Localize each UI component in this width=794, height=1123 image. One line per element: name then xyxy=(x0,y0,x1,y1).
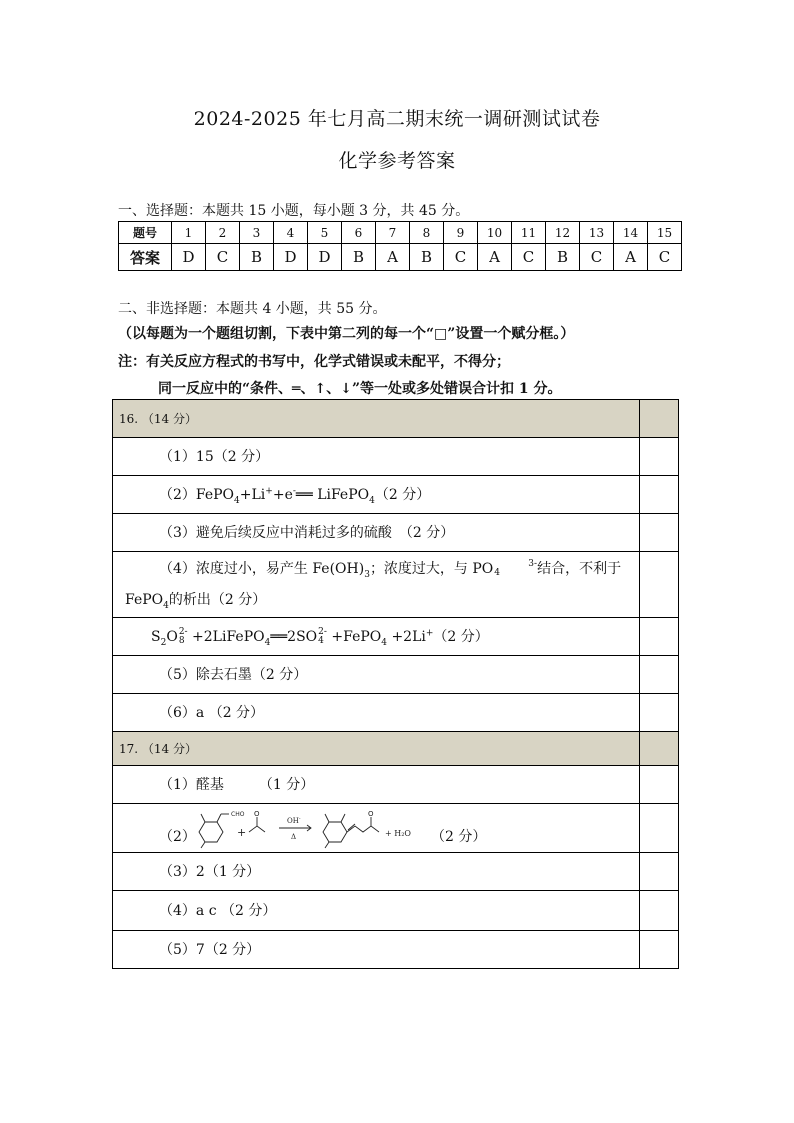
carbonyl-oxygen-label: O xyxy=(254,810,260,818)
question-number: 4 xyxy=(274,222,308,244)
equation-note: 注：有关反应方程式的书写中，化学式错误或未配平，不得分； xyxy=(118,354,510,370)
q17-header-row xyxy=(113,732,679,766)
q17-part3-answer: （3）2（1 分） xyxy=(159,863,261,880)
q17-part5-answer: （5）7（2 分） xyxy=(159,941,261,958)
q16-part4-answer: （4）浓度过小，易产生 $Fe(OH)_3$；浓度过大，与 PO 3- 4 结合，不利于 FePO$_4$的析出（2 分） xyxy=(125,558,622,611)
score-box[interactable] xyxy=(640,694,679,732)
answer-value: B xyxy=(546,244,580,271)
free-response-table xyxy=(112,399,679,969)
score-box[interactable] xyxy=(640,476,679,514)
question-number: 6 xyxy=(342,222,376,244)
score-box[interactable] xyxy=(640,891,679,931)
answer-value: D xyxy=(308,244,342,271)
q17-part1-row xyxy=(113,766,679,804)
reaction-scheme-diagram xyxy=(187,806,427,850)
q17-part2-row xyxy=(113,804,679,853)
question-number: 14 xyxy=(614,222,648,244)
answer-value: C xyxy=(580,244,614,271)
question-number: 8 xyxy=(410,222,444,244)
score-box[interactable] xyxy=(640,438,679,476)
q16-part4-equation: $S_2O2-$ 8 +2LiFePO$_4$══2SO2- 4 +FePO$_4$ +2Li+（2 分） xyxy=(151,626,489,648)
question-number: 10 xyxy=(478,222,512,244)
section-1-heading: 一、选择题：本题共 15 小题，每小题 3 分，共 45 分。 xyxy=(118,203,470,219)
product-oxygen-label: O xyxy=(368,810,374,818)
score-box[interactable] xyxy=(640,656,679,694)
answer-label: 答案 xyxy=(119,244,172,271)
document-title: 2024-2025 年七月高二期末统一调研测试试卷 xyxy=(193,108,601,130)
question-number: 7 xyxy=(376,222,410,244)
score-box[interactable] xyxy=(640,931,679,969)
answer-value: C xyxy=(648,244,682,271)
q16-part6-answer: （6）a （2 分） xyxy=(159,704,265,721)
score-box[interactable] xyxy=(640,804,679,853)
heat-symbol: Δ xyxy=(291,833,297,841)
q16-header: 16. （14 分） xyxy=(119,412,197,426)
grading-note: （以每题为一个题组切割，下表中第二列的每一个“□”设置一个赋分框。） xyxy=(118,326,575,342)
answer-value: D xyxy=(274,244,308,271)
q17-part2-score: （2 分） xyxy=(431,829,487,845)
answer-value: A xyxy=(376,244,410,271)
question-number: 5 xyxy=(308,222,342,244)
question-number: 12 xyxy=(546,222,580,244)
q16-part3-answer: （3）避免后续反应中消耗过多的硫酸 （2 分） xyxy=(159,524,455,541)
q16-part2-answer: （2）FePO$_4$+Li++e-══ LiFePO$_4$（2 分） xyxy=(159,485,431,506)
q16-header-row xyxy=(113,400,679,438)
answer-value: B xyxy=(410,244,444,271)
plus-sign: + xyxy=(237,826,247,839)
question-number: 13 xyxy=(580,222,614,244)
score-box[interactable] xyxy=(640,514,679,552)
q16-part3-row xyxy=(113,514,679,552)
question-number: 2 xyxy=(206,222,240,244)
question-number: 1 xyxy=(172,222,206,244)
q16-part5-row xyxy=(113,656,679,694)
answer-value: A xyxy=(478,244,512,271)
q17-header: 17. （14 分） xyxy=(119,742,197,756)
document-subtitle: 化学参考答案 xyxy=(338,150,456,172)
q16-part1-answer: （1）15（2 分） xyxy=(159,448,270,465)
score-box[interactable] xyxy=(640,766,679,804)
question-number-row xyxy=(119,222,682,244)
q17-part4-row xyxy=(113,891,679,931)
aldehyde-group-label: CHO xyxy=(231,811,245,818)
score-box[interactable] xyxy=(640,400,679,438)
q17-part5-row xyxy=(113,931,679,969)
score-box[interactable] xyxy=(640,618,679,656)
answer-row xyxy=(119,244,682,271)
answer-value: A xyxy=(614,244,648,271)
q16-part6-row xyxy=(113,694,679,732)
question-number: 9 xyxy=(444,222,478,244)
q16-part1-row xyxy=(113,438,679,476)
question-number: 15 xyxy=(648,222,682,244)
answer-value: D xyxy=(172,244,206,271)
score-box[interactable] xyxy=(640,732,679,766)
answer-value: B xyxy=(240,244,274,271)
q17-part2-label: （2） xyxy=(159,829,196,845)
q16-part2-row xyxy=(113,476,679,514)
water-label: + H₂O xyxy=(385,829,411,838)
hydroxide-label: OH- xyxy=(287,816,301,825)
score-box[interactable] xyxy=(640,552,679,618)
question-number-label: 题号 xyxy=(119,222,172,244)
answer-value: C xyxy=(206,244,240,271)
q17-part1-answer: （1）醛基 （1 分） xyxy=(159,776,315,793)
q17-part4-answer: （4）a c （2 分） xyxy=(159,902,277,919)
q16-part5-answer: （5）除去石墨（2 分） xyxy=(159,666,308,683)
section-2-heading: 二、非选择题：本题共 4 小题，共 55 分。 xyxy=(118,301,387,317)
answer-value: C xyxy=(512,244,546,271)
q17-part2-answer xyxy=(113,804,639,852)
q16-part4-row xyxy=(113,552,679,618)
answer-value: B xyxy=(342,244,376,271)
q17-part3-row xyxy=(113,853,679,891)
multiple-choice-table xyxy=(118,221,682,271)
answer-value: C xyxy=(444,244,478,271)
score-box[interactable] xyxy=(640,853,679,891)
deduction-note: 同一反应中的“条件、═、↑、↓”等一处或多处错误合计扣 1 分。 xyxy=(158,381,562,397)
question-number: 11 xyxy=(512,222,546,244)
question-number: 3 xyxy=(240,222,274,244)
q16-part4b-row xyxy=(113,618,679,656)
